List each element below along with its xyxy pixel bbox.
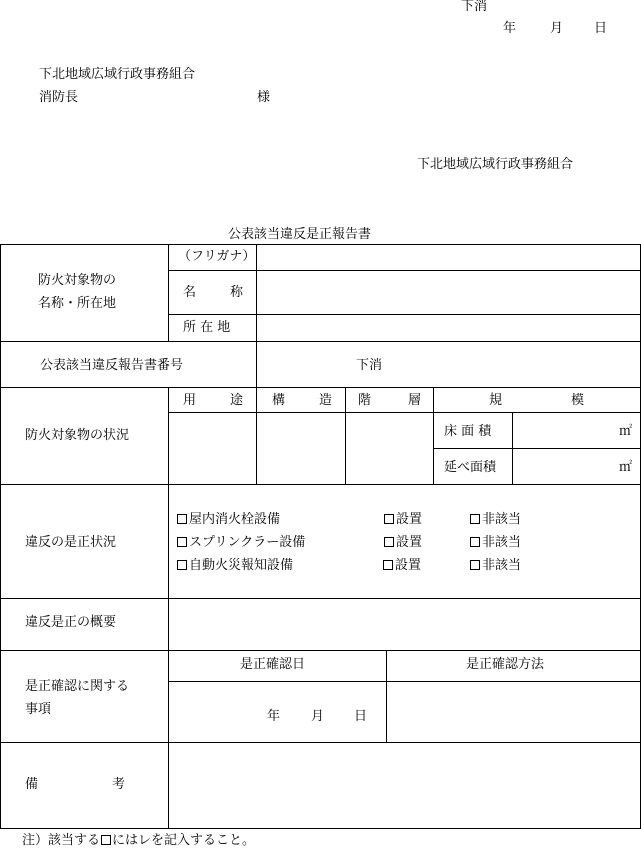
checkbox-icon bbox=[101, 835, 111, 845]
confirmation-label-line1: 是正確認に関する bbox=[25, 679, 130, 694]
total-area-unit: ㎡ bbox=[619, 460, 633, 475]
use-header-1: 用 bbox=[183, 393, 197, 408]
floor-area-unit: ㎡ bbox=[619, 424, 633, 439]
scale-header-1: 規 bbox=[489, 393, 503, 408]
installed-option-2: 設置 bbox=[383, 559, 421, 572]
checkbox-icon[interactable] bbox=[384, 537, 394, 547]
recipient-org: 下北地域広域行政事務組合 bbox=[39, 67, 196, 82]
overview-field[interactable] bbox=[176, 604, 634, 644]
checkbox-icon[interactable] bbox=[470, 560, 480, 570]
footnote: 注）該当する にはレを記入すること。 bbox=[22, 833, 256, 848]
status-label: 防火対象物の状況 bbox=[25, 428, 130, 443]
date-year: 年 bbox=[503, 21, 517, 36]
checkbox-icon[interactable] bbox=[470, 514, 480, 524]
confirmation-month: 月 bbox=[311, 709, 325, 724]
na-option-2: 非該当 bbox=[470, 559, 521, 572]
floors-header-1: 階 bbox=[358, 393, 372, 408]
address-field[interactable] bbox=[264, 320, 634, 336]
furigana-field[interactable] bbox=[264, 250, 634, 266]
address-label: 所 在 地 bbox=[183, 320, 231, 335]
confirmation-date-header: 是正確認日 bbox=[240, 657, 306, 672]
recipient-title: 消防長 bbox=[39, 90, 79, 105]
total-area-label: 延べ面積 bbox=[444, 460, 497, 475]
checkbox-icon[interactable] bbox=[383, 560, 393, 570]
report-number-prefix[interactable]: 下消 bbox=[356, 358, 383, 373]
installed-option-1: 設置 bbox=[384, 536, 422, 549]
na-option-1: 非該当 bbox=[470, 536, 521, 549]
na-option-0: 非該当 bbox=[470, 513, 521, 526]
code-prefix: 下消 bbox=[461, 0, 488, 14]
date-day: 日 bbox=[594, 21, 608, 36]
document-title: 公表該当違反是正報告書 bbox=[228, 227, 372, 242]
checkbox-icon[interactable] bbox=[470, 537, 480, 547]
remarks-label-2: 考 bbox=[112, 777, 126, 792]
correction-item-2: 自動火災報知設備 bbox=[177, 559, 293, 572]
floors-header-2: 層 bbox=[408, 393, 422, 408]
confirmation-label-line2: 事項 bbox=[25, 702, 52, 717]
checkbox-icon[interactable] bbox=[177, 514, 187, 524]
correction-item-0: 屋内消火栓設備 bbox=[177, 513, 280, 526]
target-label-line1: 防火対象物の bbox=[38, 273, 117, 288]
structure-header-1: 構 bbox=[272, 393, 286, 408]
confirmation-method-header: 是正確認方法 bbox=[466, 657, 545, 672]
report-number-label: 公表該当違反報告書番号 bbox=[40, 358, 184, 373]
overview-label: 違反是正の概要 bbox=[25, 615, 117, 630]
confirmation-day: 日 bbox=[354, 709, 368, 724]
checkbox-icon[interactable] bbox=[177, 537, 187, 547]
sender-org: 下北地域広域行政事務組合 bbox=[417, 157, 574, 172]
correction-label: 違反の是正状況 bbox=[25, 535, 117, 550]
remarks-label-1: 備 bbox=[25, 777, 39, 792]
correction-item-1: スプリンクラー設備 bbox=[177, 536, 305, 549]
floor-area-label: 床 面 積 bbox=[444, 424, 492, 439]
scale-header-2: 模 bbox=[571, 393, 585, 408]
confirmation-year: 年 bbox=[267, 709, 281, 724]
structure-header-2: 造 bbox=[319, 393, 333, 408]
name-field[interactable] bbox=[264, 278, 634, 308]
name-label-2: 称 bbox=[230, 285, 244, 300]
use-header-2: 途 bbox=[230, 393, 244, 408]
installed-option-0: 設置 bbox=[384, 513, 422, 526]
recipient-honorific: 様 bbox=[257, 90, 271, 105]
checkbox-icon[interactable] bbox=[177, 560, 187, 570]
name-label-1: 名 bbox=[183, 285, 197, 300]
target-label-line2: 名称・所在地 bbox=[38, 296, 117, 311]
furigana-label: （フリガナ） bbox=[178, 249, 256, 264]
date-month: 月 bbox=[550, 21, 564, 36]
checkbox-icon[interactable] bbox=[384, 514, 394, 524]
